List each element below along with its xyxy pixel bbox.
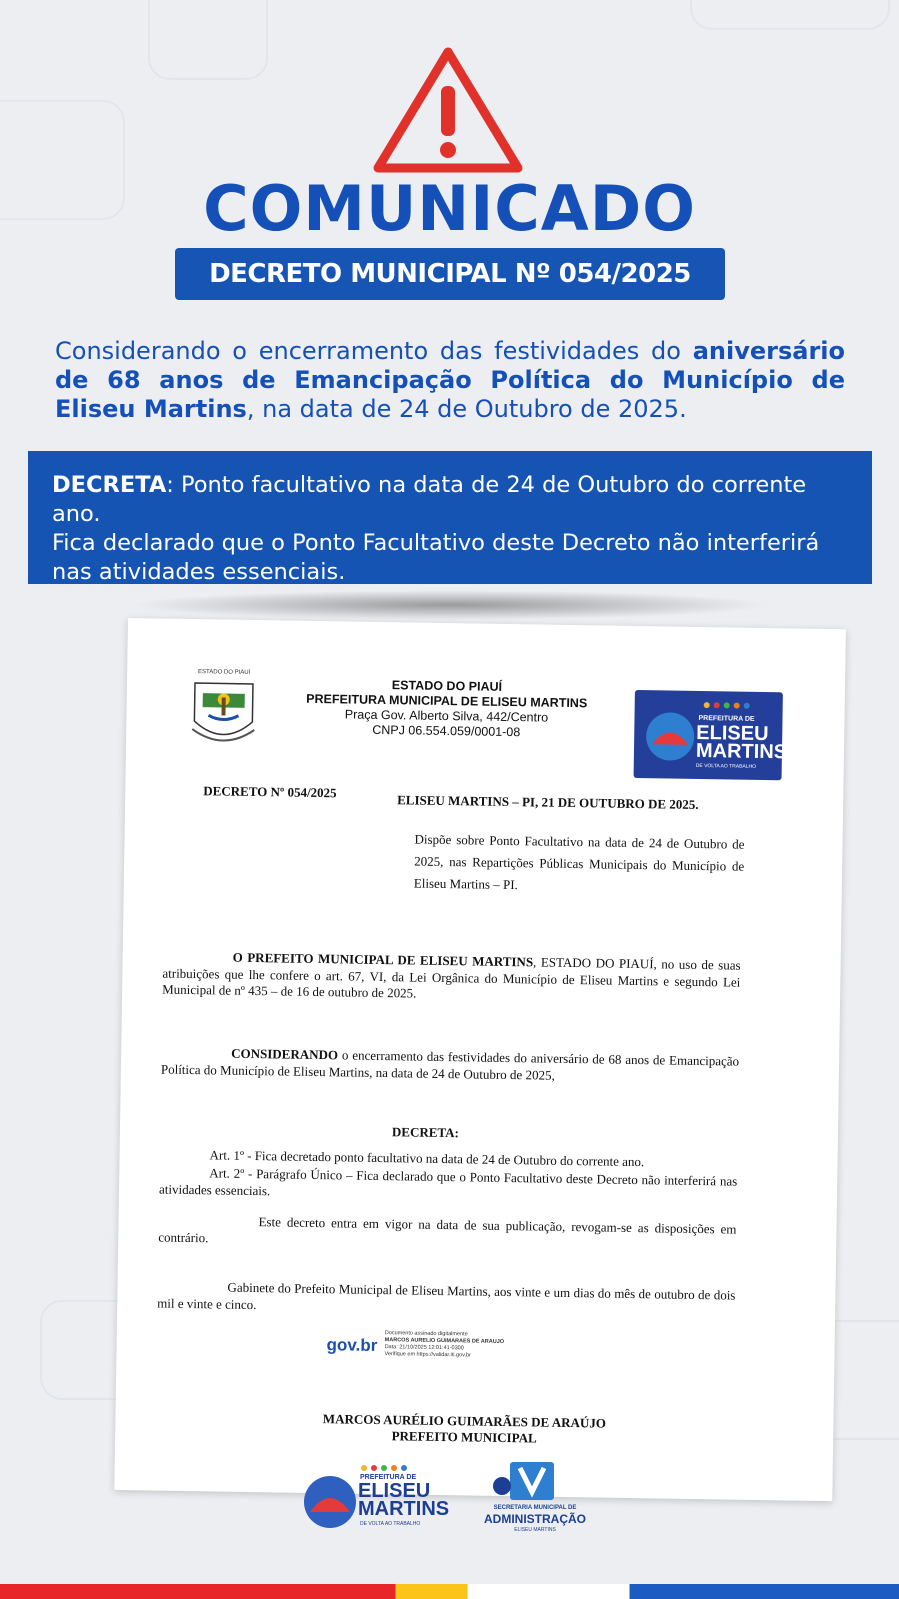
header-state: ESTADO DO PIAUÍ bbox=[391, 678, 503, 694]
decree-badge: DECRETO MUNICIPAL Nº 054/2025 bbox=[175, 248, 725, 300]
intro-paragraph bbox=[55, 337, 845, 424]
document-header bbox=[276, 676, 617, 741]
decree-number: DECRETO Nº 054/2025 bbox=[203, 783, 337, 801]
gabinete-paragraph bbox=[157, 1279, 735, 1321]
headline: COMUNICADO bbox=[203, 172, 696, 245]
preamble-bold: O PREFEITO MUNICIPAL DE ELISEU MARTINS bbox=[232, 949, 534, 970]
header-address: Praça Gov. Alberto Silva, 442/Centro bbox=[344, 707, 549, 725]
footer-prefeitura-logo bbox=[300, 1462, 450, 1532]
digital-signature-stamp bbox=[326, 1329, 527, 1372]
intro-text-end: , na data de 24 de Outubro de 2025. bbox=[246, 395, 687, 423]
logo-line2: ELISEU bbox=[696, 721, 769, 746]
footer-logo1-line1: PREFEITURA DE bbox=[360, 1474, 417, 1481]
decreta-line1: : Ponto facultativo na data de 24 de Outubro do corrente ano. bbox=[52, 472, 807, 527]
background-tile bbox=[690, 0, 890, 30]
logo-line3: MARTINS bbox=[695, 739, 788, 764]
article-1-text: Art. 1º - Fica decretado ponto facultativo na data de 24 de Outubro do corrente ano. bbox=[209, 1147, 645, 1170]
govbr-text bbox=[384, 1330, 544, 1361]
govbr-logo: gov.br bbox=[326, 1335, 378, 1356]
preamble-paragraph bbox=[162, 949, 741, 1008]
logo-tagline: DE VOLTA AO TRABALHO bbox=[695, 762, 757, 770]
decreta-label: DECRETA bbox=[52, 472, 167, 498]
intro-text: Considerando o encerramento das festividades do bbox=[55, 337, 693, 365]
decreta-box bbox=[28, 451, 872, 584]
govbr-line1: Documento assinado digitalmente bbox=[384, 1330, 468, 1338]
footer-secretaria-logo bbox=[476, 1458, 594, 1536]
govbr-line4: Verifique em https://validar.iti.gov.br bbox=[384, 1351, 471, 1359]
article-2-text: Art. 2º - Parágrafo Único – Fica declarado que o Ponto Facultativo deste Decreto não interferirá nas atividades essenciais. bbox=[158, 1165, 738, 1198]
considerando-bold: CONSIDERANDO bbox=[231, 1045, 339, 1063]
signer-name: MARCOS AURÉLIO GUIMARÃES DE ARAÚJO bbox=[322, 1411, 607, 1431]
vigor-text: Este decreto entra em vigor na data de sua publicação, revogam-se as disposições em contrário. bbox=[158, 1214, 737, 1245]
ementa: Dispõe sobre Ponto Facultativo na data de 24 de Outubro de 2025, nas Repartições Públicas Municipais do Município de Eliseu Martins – PI. bbox=[413, 831, 745, 893]
header-cnpj: CNPJ 06.554.059/0001-08 bbox=[372, 722, 521, 740]
govbr-line2: MARCOS AURELIO GUIMARAES DE ARAUJO bbox=[384, 1337, 505, 1345]
gabinete-text: Gabinete do Prefeito Municipal de Eliseu Martins, aos vinte e um dias do mês de outubro de dois mil e vinte e cinco. bbox=[157, 1279, 736, 1312]
footer-logo2-line2: ADMINISTRAÇÃO bbox=[484, 1512, 586, 1526]
preamble-text: , ESTADO DO PIAUÍ, no uso de suas atribuições que lhe confere o art. 67, VI, da Lei Orgânica do Município de Eliseu Martins e segundo Lei Municipal de nº 435 – de 16 de outubro de 2025. bbox=[162, 954, 741, 1001]
footer-logo1-line2: ELISEU bbox=[358, 1480, 431, 1502]
govbr-line3: Data: 21/10/2025 12:01:41-0300 bbox=[384, 1344, 464, 1352]
intro-highlight: aniversário de 68 anos de Emancipação Política do Município de Eliseu Martins bbox=[55, 337, 845, 423]
decree-document bbox=[114, 618, 846, 1501]
paper-shadow bbox=[130, 590, 770, 620]
state-crest bbox=[188, 669, 259, 750]
vigor-paragraph bbox=[158, 1213, 736, 1255]
warning-icon bbox=[372, 44, 524, 176]
considerando-paragraph bbox=[161, 1045, 739, 1087]
footer-logo2-line1: SECRETARIA MUNICIPAL DE bbox=[493, 1505, 577, 1511]
signer-role: PREFEITO MUNICIPAL bbox=[391, 1428, 537, 1446]
article-2 bbox=[159, 1165, 737, 1207]
footer-logo1-tagline: DE VOLTA AO TRABALHO bbox=[360, 1521, 421, 1527]
footer-logo2-line3: ELISEU MARTINS bbox=[514, 1527, 556, 1533]
decreta-line2: Fica declarado que o Ponto Facultativo deste Decreto não interferirá nas atividades essenciais. bbox=[52, 530, 820, 585]
background-tile bbox=[148, 0, 268, 80]
logo-line1: PREFEITURA DE bbox=[698, 714, 755, 723]
decreta-heading: DECRETA: bbox=[391, 1124, 460, 1141]
signer-block bbox=[175, 1409, 753, 1450]
crest-label: ESTADO DO PIAUÍ bbox=[197, 669, 251, 676]
considerando-text: o encerramento das festividades do aniversário de 68 anos de Emancipação Política do Município de Eliseu Martins, na data de 24 de Outubro de 2025, bbox=[160, 1047, 740, 1083]
city-date: ELISEU MARTINS – PI, 21 DE OUTUBRO DE 2025. bbox=[397, 792, 699, 812]
footer-logo1-line3: MARTINS bbox=[358, 1498, 450, 1520]
header-prefeitura: PREFEITURA MUNICIPAL DE ELISEU MARTINS bbox=[306, 691, 588, 711]
municipality-logo bbox=[634, 690, 788, 780]
footer-color-strip bbox=[0, 1584, 899, 1599]
